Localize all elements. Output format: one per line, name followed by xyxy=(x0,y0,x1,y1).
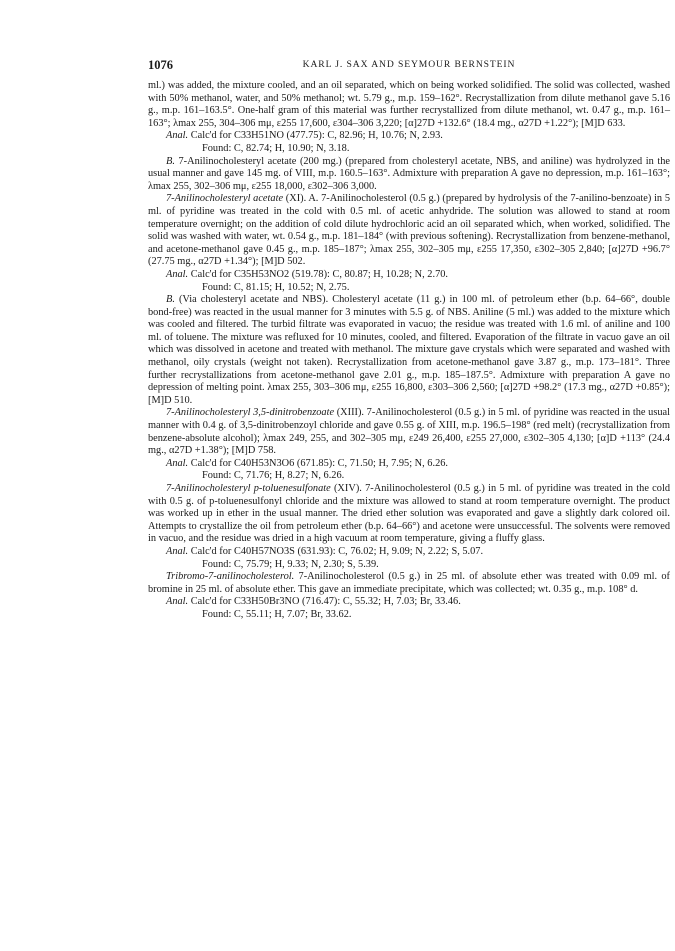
analysis-found: Found: C, 81.15; H, 10.52; N, 2.75. xyxy=(202,281,350,293)
paragraph: Tribromo-7-anilinocholesterol. 7-Anilinocholesterol (0.5 g.) in 25 ml. of absolute ether was treated with 0.09 ml. of bromine in 25 ml. of absolute ether. This gave an immediate precipitate, which was collected; wt. 0.35 g., m.p. 108° d. xyxy=(148,571,671,595)
analysis-found: Found: C, 71.76; H, 8.27; N, 6.26. xyxy=(202,470,345,482)
page-header xyxy=(148,58,670,74)
paragraph: 7-Anilinocholesteryl acetate (XI). A. 7-Anilinocholesterol (0.5 g.) (prepared by hydrolysis of the 7-anilino-benzoate) in 5 ml. of pyridine was treated in the cold with 0.5 ml. of acetic anhydride. The solution was allowed to stand at room temperature overnight; on the addition of cold dilute hydrochloric acid an oil separated which, when worked, solidified. The solid was washed with water, wt. 0.54 g., m.p. 181–184° (with previous softening). Recrystallization from benzene-methanol, and acetone-methanol gave 0.45 g., m.p. 185–187°; λmax 255, 302–305 mμ, ε255 17,350, ε302–305 2,840; [α]27D +96.7° (27.75 mg., α27D +1.34°); [M]D 502. xyxy=(148,193,671,268)
running-title: KARL J. SAX AND SEYMOUR BERNSTEIN xyxy=(302,59,516,70)
paragraph: ml.) was added, the mixture cooled, and an oil separated, which on being worked solidified. The solid was collected, washed with 50% methanol, water, and 50% methanol; wt. 5.79 g., m.p. 159–162°. Recrystallization from dilute methanol gave 5.16 g., m.p. 161–163.5°. One-half gram of this material was further recrystallized from dilute methanol, wt. 0.47 g., m.p. 161–163°; λmax 255, 304–306 mμ, ε255 17,600, ε304–306 3,220; [α]27D +132.6° (18.4 mg., α27D +1.22°); [M]D 633. xyxy=(148,80,670,129)
analysis-calculated: Anal. Calc'd for C40H53N3O6 (671.85): C, 71.50; H, 7.95; N, 6.26. xyxy=(166,457,448,469)
page-number: 1076 xyxy=(148,58,173,72)
analysis-calculated: Anal. Calc'd for C40H57NO3S (631.93): C, 76.02; H, 9.09; N, 2.22; S, 5.07. xyxy=(166,545,484,557)
analysis-found: Found: C, 75.79; H, 9.33; N, 2.30; S, 5.39. xyxy=(202,558,379,570)
analysis-calculated: Anal. Calc'd for C33H50Br3NO (716.47): C, 55.32; H, 7.03; Br, 33.46. xyxy=(166,596,461,608)
analysis-found: Found: C, 82.74; H, 10.90; N, 3.18. xyxy=(202,142,350,154)
analysis-calculated: Anal. Calc'd for C33H51NO (477.75): C, 82.96; H, 10.76; N, 2.93. xyxy=(166,130,443,142)
article-body xyxy=(148,80,670,622)
paragraph: B. (Via cholesteryl acetate and NBS). Cholesteryl acetate (11 g.) in 100 ml. of petroleum ether (b.p. 64–66°, double bond-free) was reacted in the usual manner for 3 minutes with 5.5 g. of NBS. Aniline (5 ml.) was added to the mixture which was cooled and filtered. The turbid filtrate was evaporated in vacuo; the residue was treated with 1.6 ml. of aniline and 100 ml. of toluene. The mixture was refluxed for 10 minutes, cooled, and filtered. Evaporation of the filtrate in vacuo gave an oil which was dissolved in acetone and treated with methanol. The mixture gave crystals which were separated and washed with methanol, oily crystals (weight not taken). Recrystallization from acetone-methanol gave 3.87 g., m.p. 173–181°. Three further recrystallizations from acetone-methanol gave 2.01 g., m.p. 185–187.5°. Admixture with preparation A gave no depression of melting point. λmax 255, 303–306 mμ, ε255 16,800, ε303–306 2,560; [α]27D +98.2° (17.3 mg., α27D +0.85°); [M]D 510. xyxy=(148,294,671,406)
paragraph: 7-Anilinocholesteryl p-toluenesulfonate (XIV). 7-Anilinocholesterol (0.5 g.) in 5 ml. of pyridine was treated in the cold with 0.5 g. of p-toluenesulfonyl chloride and the mixture was allowed to stand at room temperature overnight. The product was worked up in ether in the usual manner. The dried ether solution was evaporated and gave a slightly dark colored oil. Attempts to crystallize the oil from petroleum ether (b.p. 64–66°) and acetone were unsuccessful. The solvents were removed in vacuo, and the residue was dried in a high vacuum at room temperature, giving a fluffy glass. xyxy=(148,483,670,545)
paragraph: B. 7-Anilinocholesteryl acetate (200 mg.) (prepared from cholesteryl acetate, NBS, and aniline) was hydrolyzed in the usual manner and gave 145 mg. of VIII, m.p. 160.5–163°. Admixture with preparation A gave no depression, m.p. 161–163°; λmax 255, 302–306 mμ, ε255 18,000, ε302–306 3,000. xyxy=(148,155,670,192)
analysis-calculated: Anal. Calc'd for C35H53NO2 (519.78): C, 80.87; H, 10.28; N, 2.70. xyxy=(166,268,448,280)
paragraph: 7-Anilinocholesteryl 3,5-dinitrobenzoate (XIII). 7-Anilinocholesterol (0.5 g.) in 5 ml. of pyridine was reacted in the usual manner with 0.4 g. of 3,5-dinitrobenzoyl chloride and gave 0.55 g. of XIII, m.p. 196.5–198° (red melt) (recrystallization from benzene-absolute alcohol); λmax 249, 255, and 302–305 mμ, ε249 26,400, ε255 27,000, ε302–305 4,130; [α]D +113° (24.4 mg., α27D +1.38°); [M]D 758. xyxy=(148,407,671,457)
analysis-found: Found: C, 55.11; H, 7.07; Br, 33.62. xyxy=(202,608,352,620)
